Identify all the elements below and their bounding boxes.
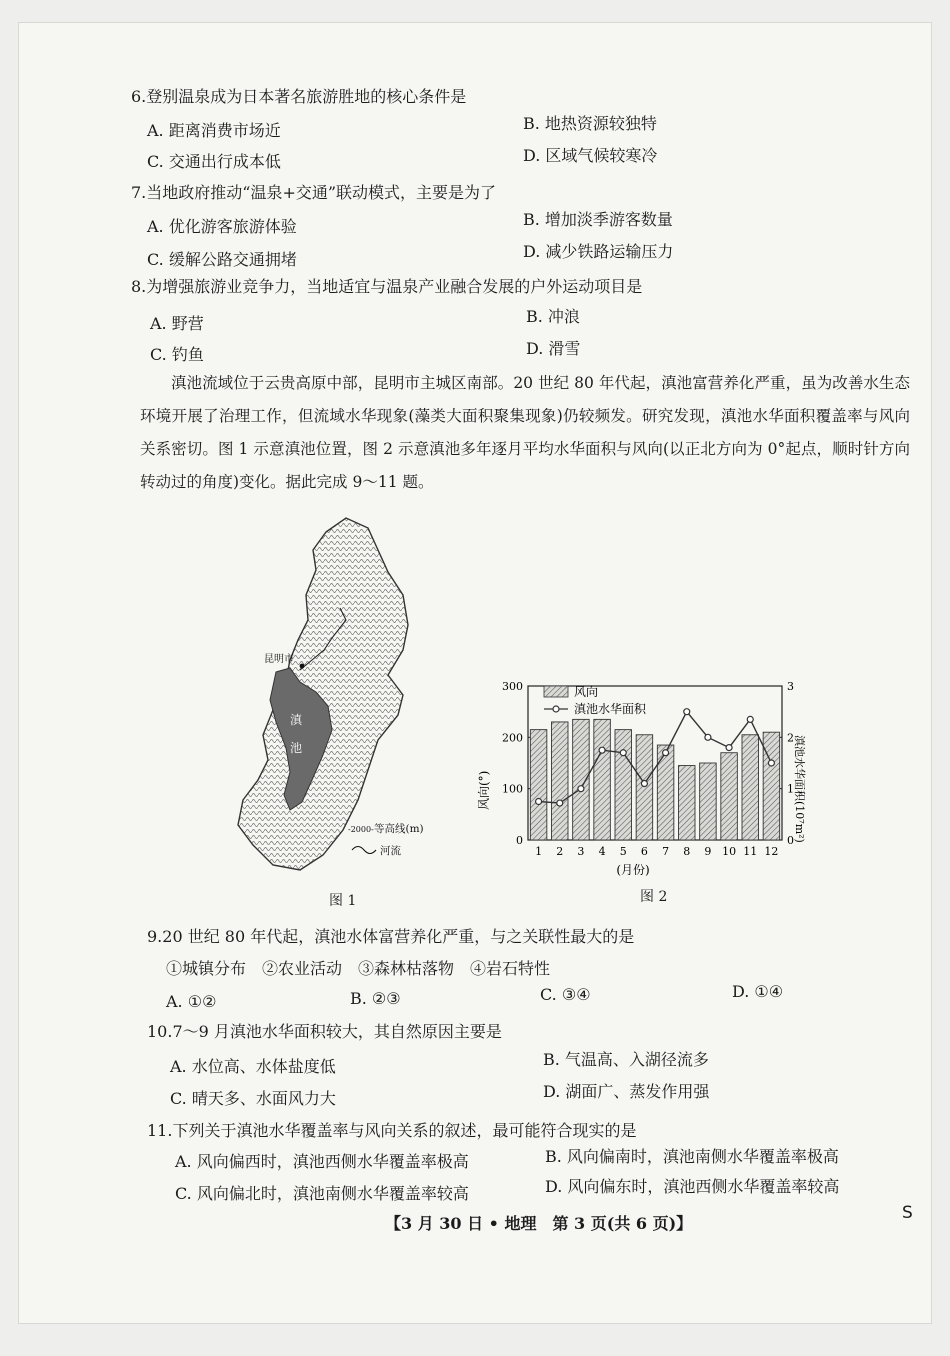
x-tick-label: 2: [556, 845, 564, 858]
kunming-city-label: 昆明市: [264, 654, 294, 665]
x-tick-label: 12: [764, 845, 779, 858]
wind-direction-bar: [615, 730, 632, 840]
x-tick-label: 6: [640, 845, 648, 858]
q11-option-c: C. 风向偏北时，滇池南侧水华覆盖率较高: [175, 1184, 469, 1203]
bloom-area-point: [726, 745, 732, 751]
q7-option-b: B. 增加淡季游客数量: [523, 210, 673, 229]
wind-direction-bar: [742, 735, 759, 840]
q9-option-a: A. ①②: [166, 992, 217, 1011]
q7-option-a: A. 优化游客旅游体验: [147, 217, 297, 236]
figure2-chart: [470, 670, 810, 890]
q11-option-a: A. 风向偏西时，滇池西侧水华覆盖率极高: [175, 1152, 469, 1171]
x-tick-label: 5: [619, 845, 627, 858]
q6-option-b: B. 地热资源较独特: [523, 114, 657, 133]
q9-option-d: D. ①④: [732, 982, 784, 1001]
q9-items: ①城镇分布 ②农业活动 ③森林枯落物 ④岩石特性: [166, 959, 551, 978]
x-tick-label: 9: [704, 845, 712, 858]
wind-direction-bar: [573, 719, 590, 840]
figure1-caption: 图 1: [329, 893, 357, 909]
legend-line-label: 滇池水华面积: [574, 702, 647, 716]
y-axis-right-label: 滇池水华面积(10⁷m²): [793, 735, 806, 843]
wind-direction-bar: [530, 730, 547, 840]
q7-stem: 7.当地政府推动“温泉+交通”联动模式，主要是为了: [131, 183, 497, 202]
legend-river: 河流: [380, 845, 401, 857]
y-left-tick-label: 300: [502, 680, 523, 693]
legend-contour: 等高线(m): [374, 823, 424, 835]
q8-option-d: D. 滑雪: [526, 339, 581, 358]
q10-option-c: C. 晴天多、水面风力大: [170, 1089, 336, 1108]
lake-label-1: 滇: [290, 713, 303, 727]
q8-option-b: B. 冲浪: [526, 307, 580, 326]
y-left-tick-label: 100: [502, 782, 523, 796]
bloom-area-point: [578, 786, 584, 792]
y-axis-left-label: 风向(°): [477, 770, 491, 810]
q9-option-b: B. ②③: [350, 989, 401, 1008]
q9-stem: 9.20 世纪 80 年代起，滇池水体富营养化严重，与之关联性最大的是: [147, 927, 635, 946]
page-footer: 【3 月 30 日 • 地理 第 3 页(共 6 页)】: [385, 1214, 693, 1233]
wind-direction-bar: [700, 763, 717, 840]
x-tick-label: 7: [662, 845, 670, 858]
wind-direction-bar: [678, 766, 695, 840]
corner-mark: S: [902, 1203, 913, 1223]
y-right-tick-label: 2: [787, 731, 794, 745]
q6-stem: 6.登别温泉成为日本著名旅游胜地的核心条件是: [131, 87, 467, 106]
legend-bar-swatch: [544, 686, 568, 697]
q8-stem: 8.为增强旅游业竞争力，当地适宜与温泉产业融合发展的户外运动项目是: [131, 277, 643, 296]
x-tick-label: 1: [535, 845, 543, 858]
y-left-tick-label: 200: [502, 731, 523, 745]
wind-direction-bar: [551, 722, 568, 840]
wind-direction-bar: [657, 745, 674, 840]
y-right-tick-label: 3: [787, 680, 794, 693]
q11-stem: 11.下列关于滇池水华覆盖率与风向关系的叙述，最可能符合现实的是: [147, 1121, 637, 1140]
q7-option-c: C. 缓解公路交通拥堵: [147, 250, 297, 269]
q6-option-a: A. 距离消费市场近: [147, 121, 281, 140]
q6-option-c: C. 交通出行成本低: [147, 152, 281, 171]
bloom-area-point: [747, 716, 753, 722]
lake-label-2: 池: [290, 741, 303, 755]
legend-bar-label: 风向: [574, 685, 599, 699]
q7-option-d: D. 减少铁路运输压力: [523, 242, 674, 261]
bloom-area-point: [768, 760, 774, 766]
bloom-area-point: [705, 734, 711, 740]
x-tick-label: 8: [683, 845, 691, 858]
x-tick-label: 4: [598, 845, 606, 858]
bloom-area-point: [641, 781, 647, 787]
bloom-area-point: [684, 709, 690, 715]
x-tick-label: 3: [577, 845, 585, 858]
watershed-outline: [238, 518, 408, 870]
legend-contour-value: -2000-: [348, 825, 374, 834]
q8-option-c: C. 钓鱼: [150, 345, 204, 364]
q11-option-b: B. 风向偏南时，滇池南侧水华覆盖率极高: [545, 1147, 839, 1166]
figure2-caption: 图 2: [640, 889, 668, 905]
q9-option-c: C. ③④: [540, 985, 591, 1004]
y-right-tick-label: 1: [787, 782, 794, 796]
y-left-tick-label: 0: [516, 834, 523, 847]
bloom-area-point: [663, 750, 669, 756]
y-right-tick-label: 0: [787, 834, 794, 847]
legend-river-symbol: [352, 847, 376, 854]
bloom-area-point: [599, 747, 605, 753]
figure1-map: [228, 510, 468, 880]
q11-option-d: D. 风向偏东时，滇池西侧水华覆盖率较高: [545, 1177, 840, 1196]
x-axis-label: (月份): [616, 863, 650, 877]
wind-direction-bar: [636, 735, 653, 840]
q8-option-a: A. 野营: [150, 314, 204, 333]
reading-passage: 滇池流域位于云贵高原中部，昆明市主城区南部。20 世纪 80 年代起，滇池富营养化严重，虽为改善水生态环境开展了治理工作，但流域水华现象(藻类大面积聚集现象)仍较频发。研究发现，滇池水华面积覆盖率与风向关系密切。图 1 示意滇池位置，图 2 示意滇池多年逐月平均水华面积与风向(以正北方向为 0°起点，顺时针方向转动过的角度)变化。据此完成 9～11 题。: [140, 374, 910, 491]
bloom-area-point: [557, 800, 563, 806]
q10-option-a: A. 水位高、水体盐度低: [170, 1057, 336, 1076]
wind-direction-bar: [594, 719, 611, 840]
bloom-area-point: [620, 750, 626, 756]
wind-direction-bar: [721, 753, 738, 840]
x-tick-label: 11: [743, 845, 758, 858]
legend-line-marker: [553, 706, 559, 712]
q10-option-d: D. 湖面广、蒸发作用强: [543, 1082, 710, 1101]
kunming-city-marker: [300, 664, 305, 669]
q10-option-b: B. 气温高、入湖径流多: [543, 1050, 709, 1069]
q10-stem: 10.7～9 月滇池水华面积较大，其自然原因主要是: [147, 1022, 502, 1041]
wind-direction-bar: [763, 732, 780, 840]
x-tick-label: 10: [722, 845, 737, 858]
q6-option-d: D. 区域气候较寒冷: [523, 146, 658, 165]
bloom-area-point: [536, 799, 542, 805]
